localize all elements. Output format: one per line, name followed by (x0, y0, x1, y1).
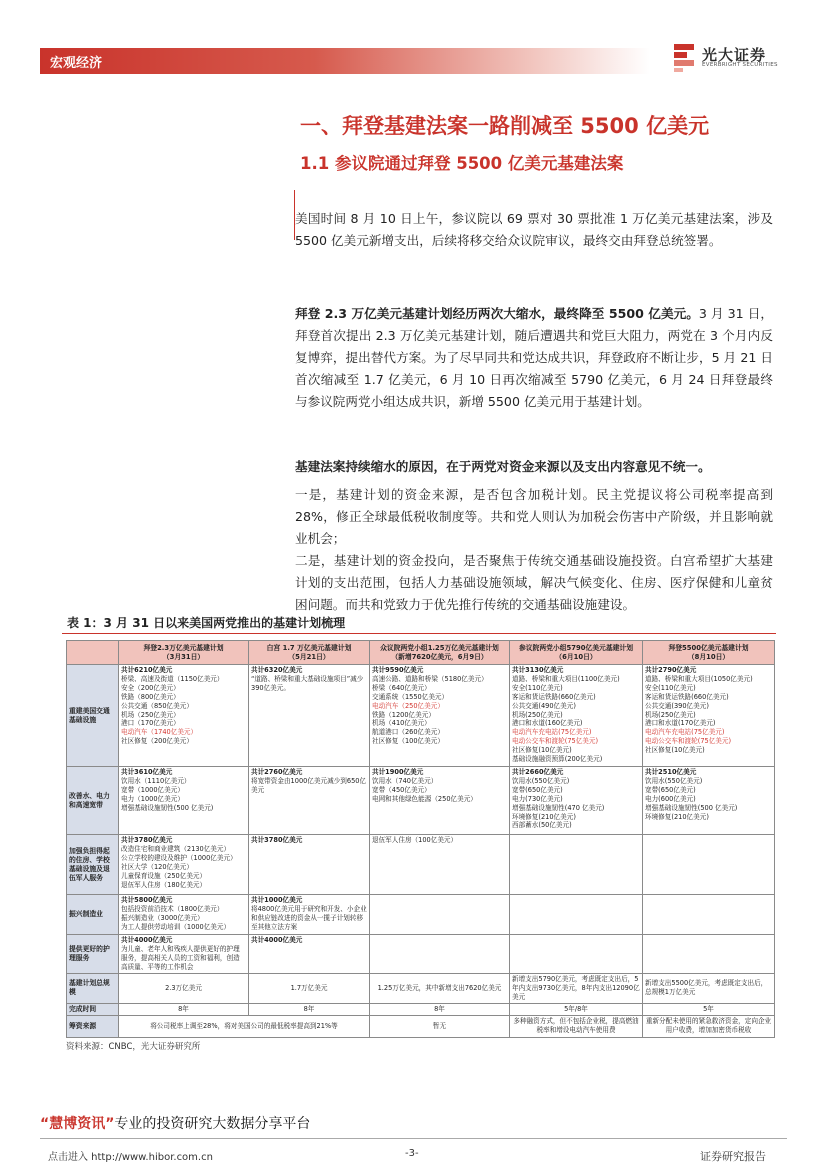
cell-total: 共计9590亿美元 (372, 666, 424, 674)
table-cell (119, 835, 249, 895)
cell-item: 电动公交车和渡轮(75亿美元) (645, 737, 732, 746)
table-header-plan-4 (510, 641, 643, 665)
table-header-line: 白宫 1.7 万亿美元基建计划 (266, 643, 352, 652)
table-header-plan-3 (370, 641, 510, 665)
cell-item: 增强基础设施韧性(500 亿美元) (121, 803, 214, 812)
paragraph-plan-shrink (295, 303, 773, 413)
table-cell (643, 665, 775, 767)
table-header-line: 拜登5500亿美元基建计划 (668, 643, 749, 652)
cell-item: 道路、桥梁和重大项目(1050亿美元) (645, 674, 753, 683)
cell-item: 电力（1000亿美元） (121, 794, 184, 803)
paragraph-plan-shrink-lead: 拜登 2.3 万亿美元基建计划经历两次大缩水，最终降至 5500 亿美元。 (295, 306, 699, 321)
table-cell (510, 767, 643, 835)
table-header-row (67, 641, 775, 665)
cell-item: 机场(250亿美元) (512, 710, 563, 719)
table-row-category: 振兴制造业 (67, 895, 119, 935)
cell-item: 退伍军人住房（100亿美元） (372, 836, 458, 844)
table-cell (370, 895, 510, 935)
cell-total: 共计1900亿美元 (372, 768, 424, 776)
table-row-category: 基建计划总规模 (67, 973, 119, 1003)
table-cell (249, 895, 370, 935)
cell-item: 电动汽车充电站(75亿美元) (645, 728, 725, 737)
promo-text: 专业的投资研究大数据分享平台 (114, 1116, 311, 1132)
cell-total: 共计6320亿美元 (251, 666, 303, 674)
cell-item: 电力(600亿美元) (645, 794, 696, 803)
cell-total: 共计4000亿美元 (121, 936, 173, 944)
cell-item: 安全（200亿美元） (121, 683, 180, 692)
table-header-line: 参议院两党小组5790亿美元基建计划 (518, 643, 634, 652)
table-row (67, 835, 775, 895)
table-header-line: 拜登2.3万亿美元基建计划 (143, 643, 224, 652)
cell-item: 港口（170亿美元） (121, 719, 180, 728)
cell-item: 客运和货运铁路(660亿美元) (512, 692, 596, 701)
cell-item: 改造住宅和商业建筑（2130亿美元） (121, 844, 231, 853)
table-summary-cell: 新增支出5790亿美元，考虑既定支出后，5年内支出9730亿美元，8年内支出12090亿美元 (510, 973, 643, 1003)
cell-total: 共计5800亿美元 (121, 896, 173, 904)
table-cell (119, 767, 249, 835)
table-cell (510, 895, 643, 935)
table-cell (370, 935, 510, 974)
paragraph-funding-source: 一是，基建计划的资金来源，是否包含加税计划。民主党提议将公司税率提高到 28%，修正全球最低税收制度等。共和党人则认为加税会伤害中产阶级，并且影响就业机会； (295, 487, 773, 546)
cell-item: 电动汽车充电站(75亿美元) (512, 728, 592, 737)
cell-item: 港口和水道(160亿美元) (512, 719, 583, 728)
cell-item: 公共交通(490亿美元) (512, 701, 576, 710)
table-summary-cell: 暂无 (370, 1015, 510, 1037)
section-heading: 1.1 参议院通过拜登 5500 亿美元基建法案 (300, 154, 624, 173)
page-number: -3- (405, 1148, 419, 1159)
table-header-plan-2 (249, 641, 370, 665)
cell-item: 桥梁（640亿美元） (372, 683, 431, 692)
cell-item: 儿童保育设施（250亿美元） (121, 871, 207, 880)
table-cell (370, 835, 510, 895)
promo-line (40, 1113, 310, 1133)
cell-total: 共计6210亿美元 (121, 666, 173, 674)
cell-total: 共计3130亿美元 (512, 666, 564, 674)
cell-item: 社区修复(10亿美元) (645, 746, 705, 755)
cell-total: 共计2790亿美元 (645, 666, 697, 674)
cell-item: 西部蓄水(50亿美元) (512, 821, 572, 830)
header-banner (40, 48, 650, 74)
infrastructure-plan-table (66, 640, 775, 1038)
table-cell (643, 835, 775, 895)
cell-item: 饮用水(550亿美元) (512, 776, 570, 785)
footer-report-type: 证券研究报告 (700, 1150, 766, 1163)
cell-item: 宽带（450亿美元） (372, 785, 431, 794)
table-row-category: 完成时间 (67, 1003, 119, 1015)
cell-item: 桥梁、高速及街道（1150亿美元） (121, 674, 224, 683)
table-header-line: （8月10日） (687, 652, 730, 661)
table-summary-cell: 新增支出5500亿美元，考虑既定支出后，总规模1万亿美元 (643, 973, 775, 1003)
cell-total: 共计3780亿美元 (121, 836, 173, 844)
cell-item: 基础设施融资预算(200亿美元) (512, 755, 603, 764)
cell-item: 宽带(650亿美元) (512, 785, 563, 794)
table-cell (249, 665, 370, 767)
table-summary-cell: 8年 (370, 1003, 510, 1015)
paragraph-reason-lead-text: 基建法案持续缩水的原因，在于两党对资金来源以及支出内容意见不统一。 (295, 459, 711, 474)
brand-mark-icon (674, 44, 694, 72)
cell-item: 电网和其他绿色能源（250亿美元） (372, 794, 477, 803)
table-title-rule (62, 633, 776, 634)
cell-item: 宽带(650亿美元) (645, 785, 696, 794)
cell-item: 电动汽车（1740亿美元） (121, 728, 198, 737)
cell-item: 退伍军人住房（180亿美元） (121, 880, 207, 889)
cell-total: 共计2760亿美元 (251, 768, 303, 776)
table-summary-cell: 多种融资方式，但不包括企业税，提高燃油税率和增设电动汽车使用费 (510, 1015, 643, 1037)
table-cell (249, 835, 370, 895)
table-summary-cell: 5年 (643, 1003, 775, 1015)
table-header-plan-5 (643, 641, 775, 665)
cell-item: 环境修复(210亿美元) (512, 812, 576, 821)
cell-total: 共计3610亿美元 (121, 768, 173, 776)
paragraph-plan-shrink-body: 3 月 31 日，拜登首次提出 2.3 万亿美元基建计划，随后遭遇共和党巨大阻力，两党在 3 个月内反复博弈，提出替代方案。为了尽早同共和党达成共识，拜登政府不断让步，5 月 21 日首次缩减至 1.7 亿美元，6 月 10 日再次缩减至 5790 亿美元，6 月 24 日拜登最终与参议院两党小组达成共识，新增 5500 亿美元用于基建计划。 (295, 306, 773, 409)
table-header-line: （5月21日） (288, 652, 330, 661)
table-cell (119, 935, 249, 974)
table-summary-cell: 5年/8年 (510, 1003, 643, 1015)
table-header-line: （新增7620亿美元，6月9日） (391, 652, 488, 661)
table-cell (643, 767, 775, 835)
cell-item: 机场（410亿美元） (372, 719, 431, 728)
cell-item: 公立学校的建设及维护（1000亿美元） (121, 853, 237, 862)
table-cell (249, 767, 370, 835)
table-body (67, 665, 775, 1038)
table-source: 资料来源：CNBC，光大证券研究所 (66, 1042, 201, 1052)
cell-item: 社区大学（120亿美元） (121, 862, 193, 871)
table-cell (510, 835, 643, 895)
cell-item: 客运和货运铁路(660亿美元) (645, 692, 729, 701)
table-row-category: 改善水、电力和高速宽带 (67, 767, 119, 835)
table-row (67, 665, 775, 767)
table-title: 表 1：3 月 31 日以来美国两党推出的基建计划梳理 (67, 616, 346, 630)
table-row (67, 935, 775, 974)
cell-item: 社区修复(10亿美元) (512, 746, 572, 755)
cell-item: 公共交通（850亿美元） (121, 701, 193, 710)
table-summary-cell: 2.3万亿美元 (119, 973, 249, 1003)
table-header-corner (67, 641, 119, 665)
cell-item: 饮用水（740亿美元） (372, 776, 438, 785)
table-row (67, 767, 775, 835)
table-summary-cell: 1.25万亿美元，其中新增支出7620亿美元 (370, 973, 510, 1003)
footer-rule (40, 1138, 787, 1139)
table-summary-row (67, 1003, 775, 1015)
table-header-line: 众议院两党小组1.25万亿美元基建计划 (380, 643, 499, 652)
table-header-line: （3月31日） (162, 652, 205, 661)
cell-item: 为儿童、老年人和残疾人提供更好的护理服务，提高相关人员的工资和福利，创造高质量、平等的工作机会 (121, 944, 240, 971)
table-cell (370, 767, 510, 835)
cell-item: 道路、桥梁和重大项目(1100亿美元) (512, 674, 620, 683)
table-cell (510, 935, 643, 974)
cell-item: 交通系统（1550亿美元） (372, 692, 449, 701)
cell-item: 电力(730亿美元) (512, 794, 563, 803)
cell-item: 高速公路、道路和桥梁（5180亿美元） (372, 674, 488, 683)
promo-brand: “慧博资讯” (40, 1116, 115, 1132)
cell-item: 为工人提供劳动培训（1000亿美元） (121, 922, 231, 931)
cell-item: 港口和水道(170亿美元) (645, 719, 716, 728)
brand-subtitle: EVERBRIGHT SECURITIES (702, 62, 778, 68)
cell-item: 环境修复(210亿美元) (645, 812, 709, 821)
table-header-line: （6月10日） (555, 652, 597, 661)
cell-item: 航道港口（260亿美元） (372, 728, 444, 737)
cell-item: 增强基础设施韧性(500 亿美元) (645, 803, 738, 812)
cell-total: 共计1000亿美元 (251, 896, 303, 904)
cell-item: 将宽带资金由1000亿美元减少到650亿美元 (251, 776, 367, 794)
cell-item: 饮用水（1110亿美元） (121, 776, 191, 785)
table-cell (643, 935, 775, 974)
table-summary-cell: 8年 (249, 1003, 370, 1015)
cell-item: 增强基础设施韧性(470 亿美元) (512, 803, 605, 812)
table-row-category: 筹资来源 (67, 1015, 119, 1037)
paragraph-reason-lead (295, 456, 773, 478)
cell-item: 安全(110亿美元) (645, 683, 696, 692)
table-row (67, 895, 775, 935)
paragraph-senate-vote: 美国时间 8 月 10 日上午，参议院以 69 票对 30 票批准 1 万亿美元基建法案，涉及 5500 亿美元新增支出，后续将移交给众议院审议，最终交由拜登总统签署。 (295, 211, 773, 248)
table-cell (119, 665, 249, 767)
cell-item: 电动汽车（250亿美元） (372, 701, 444, 710)
cell-total: 共计2660亿美元 (512, 768, 564, 776)
brand-name: 光大证券 (702, 46, 767, 64)
chapter-heading: 一、拜登基建法案一路削减至 5500 亿美元 (300, 114, 710, 138)
cell-item: “道路、桥梁和重大基础设施项目”减少390亿美元。 (251, 674, 364, 692)
table-cell (510, 665, 643, 767)
table-cell (643, 895, 775, 935)
table-row-category: 重建美国交通基础设施 (67, 665, 119, 767)
table-header-plan-1 (119, 641, 249, 665)
cell-item: 社区修复（100亿美元） (372, 737, 444, 746)
table-summary-row (67, 1015, 775, 1037)
table-summary-cell: 8年 (119, 1003, 249, 1015)
table-cell (249, 935, 370, 974)
footer-link[interactable]: 点击进入 http://www.hibor.com.cn (48, 1152, 213, 1163)
cell-item: 公共交通(390亿美元) (645, 701, 709, 710)
paragraph-spending-scope: 二是，基建计划的资金投向，是否聚焦于传统交通基础设施投资。白宫希望扩大基建计划的支出范围，包括人力基础设施领域，解决气候变化、住房、医疗保健和儿童贫困问题。而共和党致力于优先推行传统的交通基础设施建设。 (295, 553, 773, 612)
cell-item: 机场(250亿美元) (645, 710, 696, 719)
cell-total: 共计2510亿美元 (645, 768, 697, 776)
cell-total: 共计3780亿美元 (251, 836, 303, 844)
table-row-category: 加强负担得起的住房、学校基础设施及退伍军人服务 (67, 835, 119, 895)
table-summary-cell: 重新分配未使用的紧急救济资金，定向企业用户收费，增加加密货币税收 (643, 1015, 775, 1037)
table-summary-row (67, 973, 775, 1003)
section-label: 宏观经济 (50, 56, 103, 71)
cell-item: 宽带（1000亿美元） (121, 785, 184, 794)
cell-item: 包括投资前沿技术（1800亿美元） (121, 904, 224, 913)
cell-item: 电动公交车和渡轮(75亿美元) (512, 737, 599, 746)
cell-item: 机场（250亿美元） (121, 710, 180, 719)
table-summary-cell: 将公司税率上调至28%，将对美国公司的最低税率提高到21%等 (119, 1015, 370, 1037)
cell-item: 铁路（800亿美元） (121, 692, 180, 701)
table-summary-cell: 1.7万亿美元 (249, 973, 370, 1003)
cell-item: 将4800亿美元用于研究和开发、小企业和供应链改进的资金从一揽子计划转移至其他立法方案 (251, 904, 367, 931)
cell-item: 安全(110亿美元) (512, 683, 563, 692)
table-cell (119, 895, 249, 935)
cell-item: 饮用水(550亿美元) (645, 776, 703, 785)
cell-item: 社区修复（200亿美元） (121, 737, 193, 746)
cell-item: 铁路（1200亿美元） (372, 710, 435, 719)
table-cell (370, 665, 510, 767)
cell-total: 共计4000亿美元 (251, 936, 303, 944)
cell-item: 振兴制造业（3000亿美元） (121, 913, 204, 922)
table-row-category: 提供更好的护理服务 (67, 935, 119, 974)
brand-logo (674, 44, 784, 74)
